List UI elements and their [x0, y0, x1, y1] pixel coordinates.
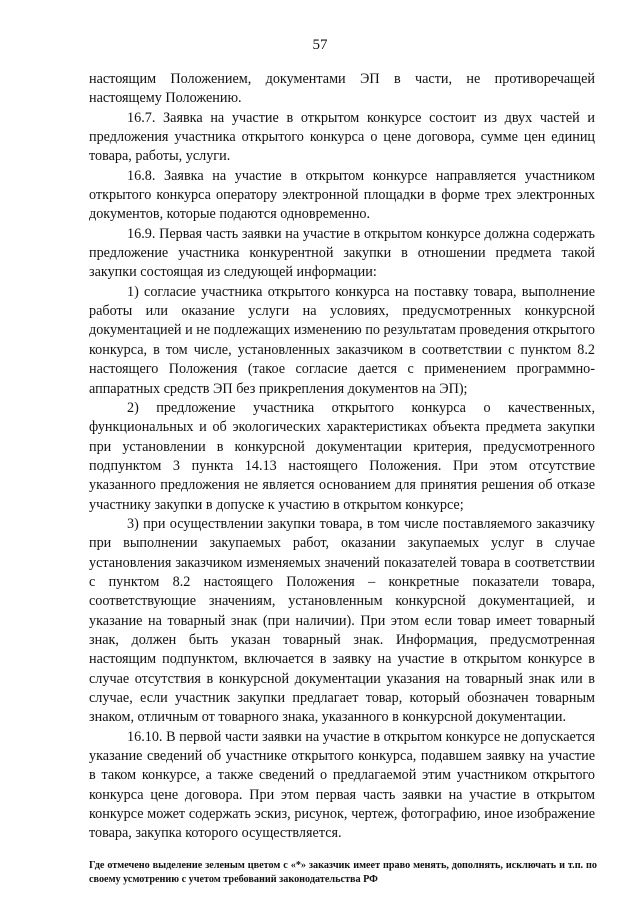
paragraph-16-10: 16.10. В первой части заявки на участие в открытом конкурсе не допускается указание сведений об участнике открытого конкурса, подавшем заявку на участие в таком конкурсе, а также сведений о предлагаемой этим участником открытого конкурса цене договора. При этом первая часть заявки на участие в открытом конкурсе может содержать эскиз, рисунок, чертеж, фотографию, иное изображение товара, закупка которого осуществляется. — [89, 728, 595, 842]
footnote: Где отмечено выделение зеленым цветом с «*» заказчик имеет право менять, дополнять, исключать и т.п. по своему усмотрению с учетом требований законодательства РФ — [89, 860, 597, 885]
list-item-2: 2) предложение участника открытого конкурса о качественных, функциональных и об экологических характеристиках объекта предмета закупки при установлении в конкурсной документации критерия, предусмотренного подпунктом 3 пункта 14.13 настоящего Положения. При этом отсутствие указанного предложения не является основанием для принятия решения об отказе участнику закупки в допуске к участию в открытом конкурсе; — [89, 399, 595, 513]
paragraph-16-9: 16.9. Первая часть заявки на участие в открытом конкурсе должна содержать предложение участника конкурентной закупки в отношении предмета такой закупки состоящая из следующей информации: — [89, 225, 595, 281]
page-number: 57 — [312, 37, 328, 53]
list-item-3: 3) при осуществлении закупки товара, в том числе поставляемого заказчику при выполнении закупаемых работ, оказании закупаемых услуг в случае установления заказчиком изменяемых значений показателей товара в соответствии с пунктом 8.2 настоящего Положения – конкретные показатели товара, соответствующие значениям, установленным конкурсной документацией, и указание на товарный знак (при наличии). При этом если товар имеет товарный знак, должен быть указан товарный знак. Информация, предусмотренная настоящим подпунктом, включается в заявку на участие в открытом конкурсе в случае отсутствия в конкурсной документации указания на товарный знак или в случае, если участник закупки предлагает товар, который обозначен товарным знаком, отличным от товарного знака, указанного в конкурсной документации. — [89, 515, 595, 726]
paragraph-16-8: 16.8. Заявка на участие в открытом конкурсе направляется участником открытого конкурса оператору электронной площадки в форме трех электронных документов, которые подаются одновременно. — [89, 167, 595, 223]
paragraph-continuation: настоящим Положением, документами ЭП в части, не противоречащей настоящему Положению. — [89, 71, 595, 107]
list-item-1: 1) согласие участника открытого конкурса на поставку товара, выполнение работы или оказание услуги на условиях, предусмотренных конкурсной документацией и не подлежащих изменению по результатам проведения открытого конкурса, в том числе, установленных заказчиком в соответствии с пунктом 8.2 настоящего Положения (такое согласие дается с применением программно-аппаратных средств ЭП без прикрепления документов на ЭП); — [89, 283, 595, 397]
document-body — [89, 70, 595, 844]
paragraph-16-7: 16.7. Заявка на участие в открытом конкурсе состоит из двух частей и предложения участника открытого конкурса о цене договора, сумме цен единиц товара, работы, услуги. — [89, 109, 595, 165]
